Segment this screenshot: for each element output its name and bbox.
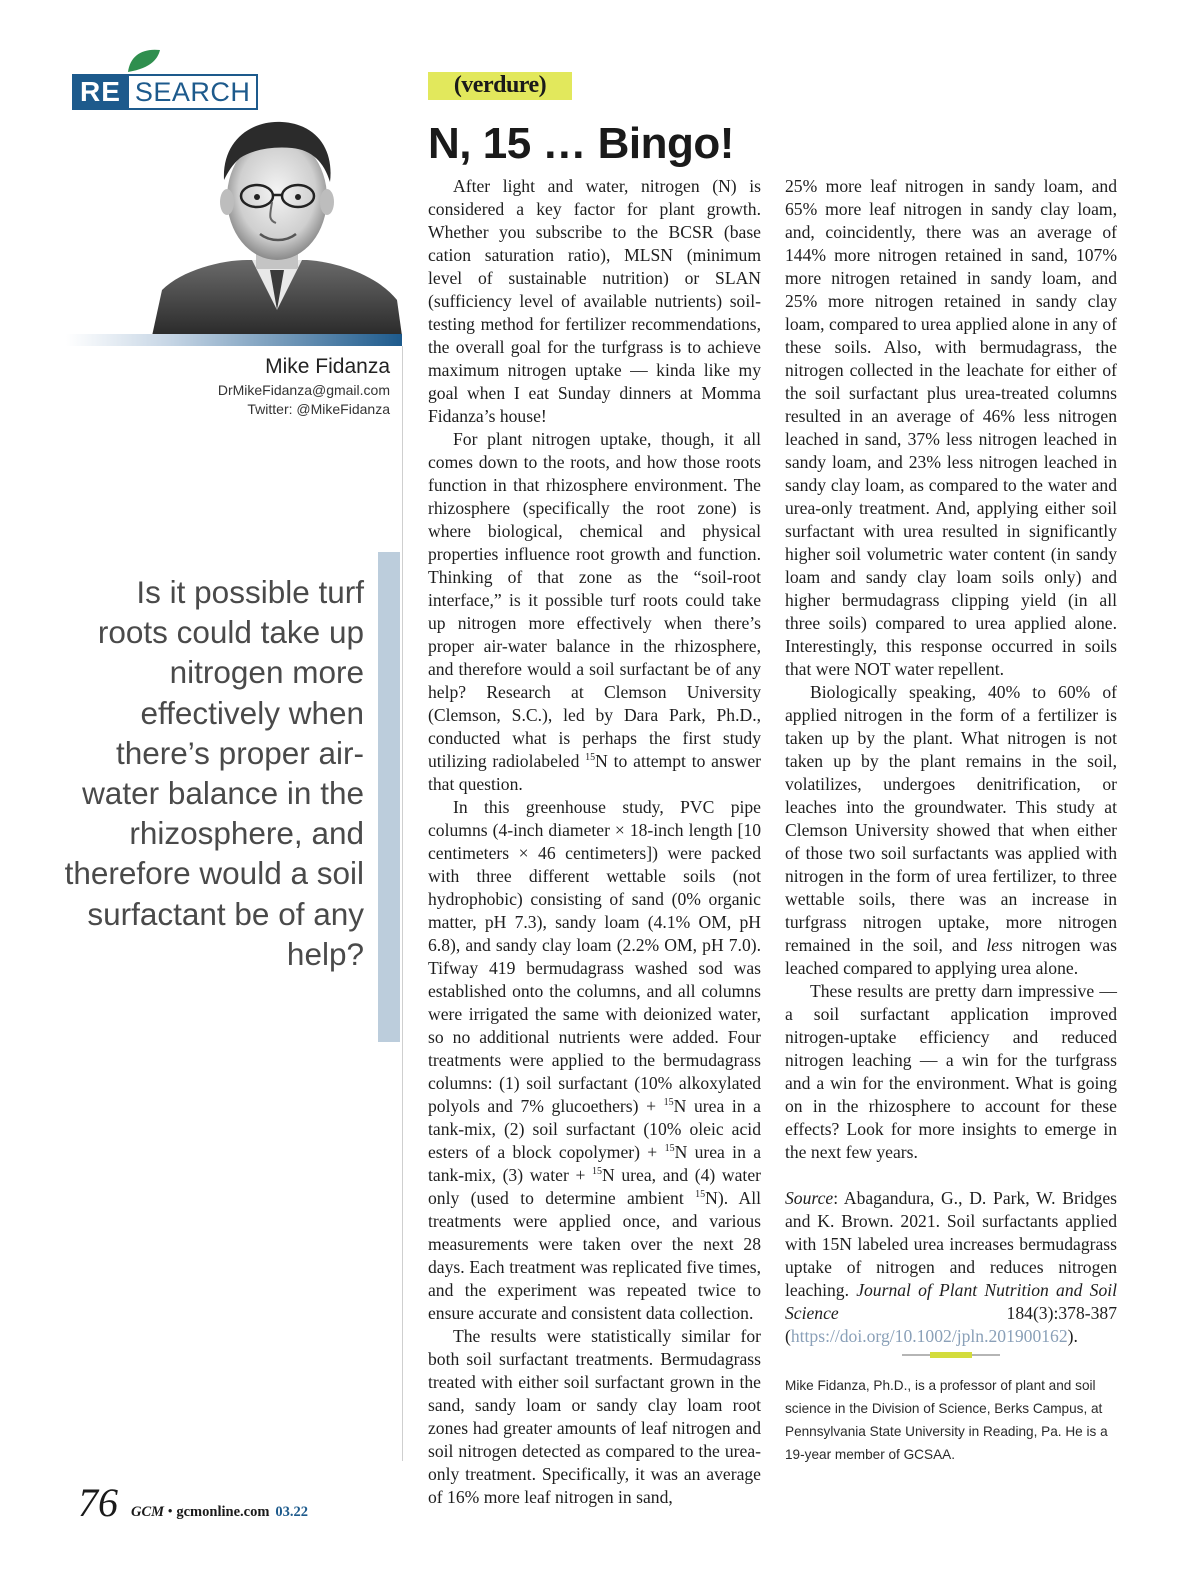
footer-issue: 03.22 [275, 1504, 309, 1520]
doi-link[interactable]: https://doi.org/10.1002/jpln.201900162 [790, 1326, 1068, 1346]
page-number: 76 [78, 1480, 118, 1525]
author-twitter: Twitter: @MikeFidanza [247, 401, 390, 417]
article-paragraph: In this greenhouse study, PVC pipe columns (4-inch diameter × 18-inch length [10 centimeters × 46 centimeters]) were packed with three different wettable soils (not hydrophobic) consisting of sand (0% organic matter, pH 7.3), sandy loam (4.1% OM, pH 6.8), and sandy clay loam (2.2% OM, pH 7.0). Tifway 419 bermudagrass washed sod was established onto the columns, and all columns were irrigated the same with deionized water, so no additional nutrients were added. Four treatments were applied to the bermudagrass columns: (1) soil surfactant (10% alkoxylated polyols and 7% glucoethers) + $^{15}$N urea in a tank-mix, (2) soil surfactant (10% oleic acid esters of a block copolymer) + $^{15}$N urea in a tank-mix, (3) water + $^{15}$N urea, and (4) water only (used to determine ambient $^{15}$N). All treatments were applied once, and various measurements were taken over the next 28 days. Each treatment was replicated five times, and the experiment was repeated twice to ensure accurate and consistent data collection. [428, 797, 762, 1323]
article-paragraph: These results are pretty darn impressive — a soil surfactant application improved nitrogen-uptake efficiency and reduced nitrogen leaching — a win for the turfgrass and a win for the environment. What is going on in the rhizosphere to account for these effects? Look for more insights to emerge in the next few years. [785, 981, 1117, 1162]
department-tag: (verdure) [428, 72, 572, 100]
section-badge-re: RE [74, 76, 127, 108]
source-citation: Source: Abagandura, G., D. Park, W. Bridges and K. Brown. 2021. Soil surfactants applied with 15N labeled urea increases bermudagrass uptake of nitrogen and reduces nitrogen leaching. Journal of Plant Nutrition and Soil Science 184(3):378-387 (https://doi.org/10.1002/jpln.201900162). [785, 1188, 1118, 1346]
article-paragraph: The results were statistically similar for both soil surfactant treatments. Bermudagrass treated with either soil surfactant grown in the sand, sandy loam or sandy clay loam root zones had greater amounts of leaf nitrogen and soil nitrogen detected as compared to the urea-only treatment. Specifically, it was an average of 16% more leaf nitrogen in sand, [428, 1326, 761, 1507]
article-column-1 [428, 175, 761, 1509]
article-headline: N, 15 … Bingo! [428, 119, 734, 168]
section-badge-search: SEARCH [134, 77, 251, 107]
column-divider [402, 346, 403, 1461]
author-email: DrMikeFidanza@gmail.com [217, 382, 390, 398]
bio-divider-accent [930, 1352, 972, 1358]
article-paragraph: 25% more leaf nitrogen in sandy loam, and 65% more leaf nitrogen in sandy clay loam, and, coincidently, there was an average of 144% more nitrogen retained in sand, 107% more nitrogen retained in sandy loam, and 25% more nitrogen retained in sandy clay loam, compared to urea applied alone in any of these soils. Also, with bermudagrass, the nitrogen collected in the leachate for either of the soil surfactant plus urea-treated columns resulted in an average of 46% less nitrogen leached in sand, 37% less nitrogen leached in sandy loam, and 23% less nitrogen leached in sandy clay loam, as compared to the water and urea-only treatment. And, applying either soil surfactant with urea resulted in significantly higher soil volumetric water content (in sandy loam and sandy clay loam soils only) and higher bermudagrass clipping yield (in all three soils) compared to urea applied alone. Interestingly, this response occurred in soils that were NOT water repellent. [785, 176, 1117, 679]
article-column-2 [785, 175, 1117, 1348]
article-paragraph: For plant nitrogen uptake, though, it all comes down to the roots, and how those roots function in that rhizosphere environment. The rhizosphere (specifically the root zone) is where biological, chemical and physical properties influence root growth and function. Thinking of that zone as the “soil-root interface,” is it possible turf roots could take up nitrogen more effectively when there’s proper air-water balance in the rhizosphere, and therefore would a soil surfactant be of any help? Research at Clemson University (Clemson, S.C.), led by Dara Park, Ph.D., conducted what is perhaps the first study utilizing radiolabeled $^{15}$N to attempt to answer that question. [428, 429, 761, 794]
author-name: Mike Fidanza [265, 355, 390, 378]
article-paragraph: Biologically speaking, 40% to 60% of applied nitrogen in the form of a fertilizer is taken up by the plant. What nitrogen is not taken up by the plant remains in the soil, volatilizes, undergoes denitrification, or leaches into the groundwater. This study at Clemson University showed that when either of those two soil surfactants was applied with nitrogen in the form of urea fertilizer, to three wettable soils, there was an increase in turfgrass nitrogen uptake, more nitrogen remained in the soil, and less nitrogen was leached compared to applying urea alone. [785, 682, 1117, 978]
pull-quote: Is it possible turf roots could take up nitrogen more effectively when there’s proper air-water balance in the rhizosphere, and therefore would a soil surfactant be of any help? [64, 574, 364, 972]
pull-quote-bar [378, 552, 400, 1042]
footer-line [131, 1502, 308, 1522]
footer-site: gcmonline.com [176, 1504, 270, 1520]
footer-magazine: GCM [131, 1504, 165, 1520]
section-badge [72, 74, 258, 110]
author-bio: Mike Fidanza, Ph.D., is a professor of plant and soil science in the Division of Science, Berks Campus, at Pennsylvania State University in Reading, Pa. He is a 19-year member of GCSAA. [785, 1378, 1108, 1462]
author-portrait [152, 110, 402, 336]
leaf-logo-icon [128, 48, 162, 72]
article-paragraph: After light and water, nitrogen (N) is considered a key factor for plant growth. Whether you subscribe to the BCSR (base cation saturation ratio), MLSN (minimum level of sustainable nutrition) or SLAN (sufficiency level of available nutrients) soil-testing method for fertilizer recommendations, the overall goal for the turfgrass is to achieve maximum nitrogen uptake — kinda like my goal when I eat Sunday dinners at Momma Fidanza’s house! [428, 176, 761, 426]
footer-separator: • [164, 1504, 177, 1520]
portrait-rule [66, 334, 402, 346]
